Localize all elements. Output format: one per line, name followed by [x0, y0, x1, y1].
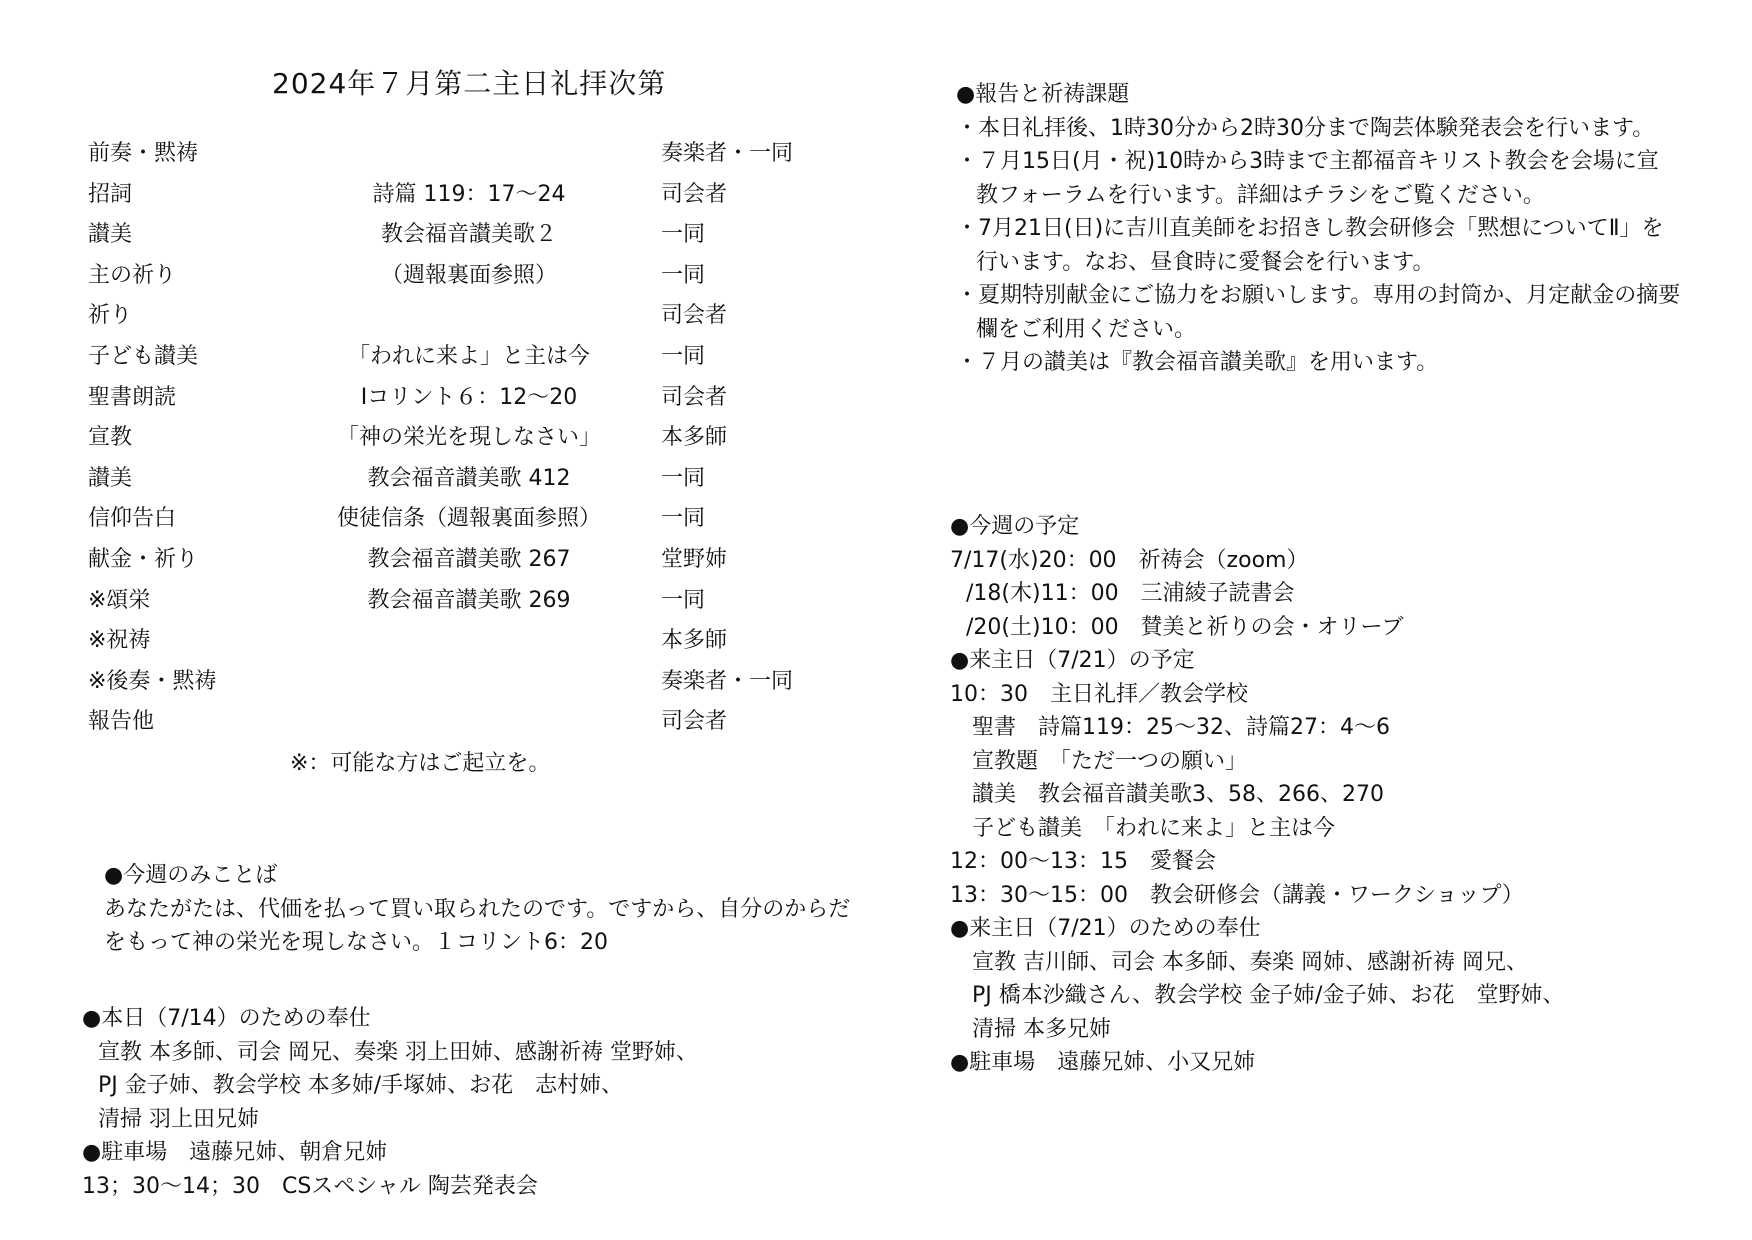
service-row: [88, 181, 848, 222]
next-sunday-parking: ●駐車場 遠藤兄姉、小又兄姉: [950, 1050, 1256, 1075]
report-item: ・7月21日(日)に吉川直美師をお招きし教会研修会「黙想についてⅡ」を: [956, 216, 1664, 241]
service-item: ※祝祷: [88, 628, 151, 654]
service-content: （週報裏面参照）: [380, 262, 557, 288]
service-row: [88, 587, 848, 628]
today-service-heading: ●本日（7/14）のための奉仕: [82, 1006, 371, 1031]
next-sunday-detail: 聖書 詩篇119：25～32、詩篇27：4～6: [972, 715, 1390, 740]
service-item: 報告他: [88, 709, 155, 735]
report-item: ・本日礼拝後、1時30分から2時30分まで陶芸体験発表会を行います。: [956, 115, 1655, 141]
service-item: 宣教: [88, 425, 133, 451]
today-special: 13；30～14；30 CSスペシャル 陶芸発表会: [82, 1173, 538, 1199]
weekly-schedule-line: /20(土)10：00 賛美と祈りの会・オリーブ: [966, 614, 1404, 640]
service-content: 教会福音讃美歌 269: [367, 587, 571, 613]
today-service-line: 宣教 本多師、司会 岡兄、奏楽 羽上田姉、感謝祈祷 堂野姉、: [98, 1039, 698, 1065]
report-item: ・７月15日(月・祝)10時から3時まで主都福音キリスト教会を会場に宣: [956, 149, 1659, 174]
page-title: 2024年７月第二主日礼拝次第: [272, 67, 667, 100]
report-item-cont: 欄をご利用ください。: [976, 316, 1197, 342]
service-item: 祈り: [88, 303, 133, 329]
next-sunday-service-line: 宣教 吉川師、司会 本多師、奏楽 岡姉、感謝祈祷 岡兄、: [972, 949, 1528, 975]
service-row: [88, 140, 848, 181]
service-item: 招詞: [88, 181, 133, 207]
service-content: Ⅰコリント６：12～20: [360, 384, 578, 410]
weekly-verse-line: あなたがたは、代価を払って買い取られたのです。ですから、自分のからだ: [104, 896, 851, 922]
service-person: 司会者: [661, 384, 728, 410]
weekly-verse-heading: ●今週のみことば: [104, 863, 278, 888]
service-person: 司会者: [661, 709, 728, 735]
next-sunday-service-line: PJ 橋本沙織さん、教会学校 金子姉/金子姉、お花 堂野姉、: [972, 983, 1565, 1008]
next-sunday-after: 12：00～13：15 愛餐会: [950, 849, 1216, 874]
service-content: 「われに来よ」と主は今: [347, 343, 590, 369]
service-item: 主の祈り: [88, 262, 177, 288]
next-sunday-detail: 宣教題 「ただ一つの願い」: [972, 748, 1248, 774]
service-row: [88, 708, 848, 749]
service-item: 前奏・黙祷: [88, 141, 199, 166]
report-item: ・夏期特別献金にご協力をお願いします。専用の封筒か、月定献金の摘要: [956, 283, 1681, 308]
service-item: 聖書朗読: [88, 384, 177, 410]
service-content: 教会福音讃美歌 267: [367, 546, 571, 572]
next-sunday-service-heading: ●来主日（7/21）のための奉仕: [950, 916, 1261, 941]
service-person: 司会者: [661, 181, 728, 207]
service-row: [88, 668, 848, 709]
report-item-cont: 教フォーラムを行います。詳細はチラシをご覧ください。: [976, 182, 1545, 208]
service-row: [88, 384, 848, 425]
weekly-schedule-heading: ●今週の予定: [950, 514, 1080, 539]
service-person: 本多師: [661, 628, 728, 654]
service-row: [88, 627, 848, 668]
service-person: 司会者: [661, 303, 728, 329]
service-row: [88, 424, 848, 465]
service-row: [88, 465, 848, 506]
report-item-cont: 行います。なお、昼食時に愛餐会を行います。: [976, 249, 1435, 275]
weekly-schedule-line: /18(木)11：00 三浦綾子読書会: [966, 581, 1295, 606]
weekly-schedule-line: 7/17(水)20：00 祈祷会（zoom）: [950, 547, 1309, 573]
service-person: 奏楽者・一同: [661, 141, 794, 166]
standing-note: ※：可能な方はご起立を。: [290, 751, 551, 776]
service-content: 「神の栄光を現しなさい」: [336, 425, 601, 451]
today-parking: ●駐車場 遠藤兄姉、朝倉兄姉: [82, 1140, 388, 1165]
reports: [956, 81, 1680, 383]
service-row: [88, 221, 848, 262]
weekly-verse-line: をもって神の栄光を現しなさい。１コリント6：20: [104, 930, 608, 955]
report-item: ・７月の讃美は『教会福音讃美歌』を用います。: [956, 350, 1439, 375]
service-content: 教会福音讃美歌２: [380, 222, 557, 248]
today-service-line: PJ 金子姉、教会学校 本多姉/手塚姉、お花 志村姉、: [98, 1073, 624, 1098]
service-row: [88, 546, 848, 587]
service-item: 讃美: [88, 222, 133, 248]
service-item: 子ども讃美: [88, 343, 199, 369]
schedule: [950, 513, 1564, 1083]
service-person: 一同: [661, 465, 706, 491]
service-person: 一同: [661, 587, 706, 613]
service-person: 一同: [661, 506, 706, 532]
next-sunday-after: 13：30～15：00 教会研修会（講義・ワークショップ）: [950, 882, 1524, 908]
today-service-line: 清掃 羽上田兄姉: [98, 1106, 259, 1132]
next-sunday-service-line: 清掃 本多兄姉: [972, 1016, 1111, 1042]
service-row: [88, 302, 848, 343]
service-person: 一同: [661, 343, 706, 369]
service-person: 一同: [661, 262, 706, 288]
service-content: 使徒信条（週報裏面参照）: [336, 506, 601, 532]
service-person: 本多師: [661, 425, 728, 451]
service-item: 讃美: [88, 465, 133, 491]
service-item: ※後奏・黙祷: [88, 668, 217, 694]
order-of-service: [88, 140, 848, 749]
today-service: [82, 1005, 698, 1206]
next-sunday-detail: 子ども讃美 「われに来よ」と主は今: [972, 815, 1336, 841]
next-sunday-schedule-heading: ●来主日（7/21）の予定: [950, 648, 1195, 673]
service-row: [88, 343, 848, 384]
service-content: 詩篇 119：17～24: [372, 181, 566, 207]
service-item: 信仰告白: [88, 506, 177, 532]
service-person: 堂野姉: [661, 546, 728, 572]
reports-heading: ●報告と祈祷課題: [956, 82, 1130, 107]
weekly-verse: [104, 862, 850, 963]
service-row: [88, 262, 848, 303]
service-content: 教会福音讃美歌 412: [367, 465, 571, 491]
service-person: 一同: [661, 222, 706, 248]
service-item: 献金・祈り: [88, 546, 199, 572]
next-sunday-detail: 讃美 教会福音讃美歌3、58、266、270: [972, 782, 1384, 807]
next-sunday-first: 10：30 主日礼拝／教会学校: [950, 681, 1248, 707]
service-row: [88, 505, 848, 546]
service-person: 奏楽者・一同: [661, 668, 794, 694]
service-item: ※頌栄: [88, 587, 151, 613]
